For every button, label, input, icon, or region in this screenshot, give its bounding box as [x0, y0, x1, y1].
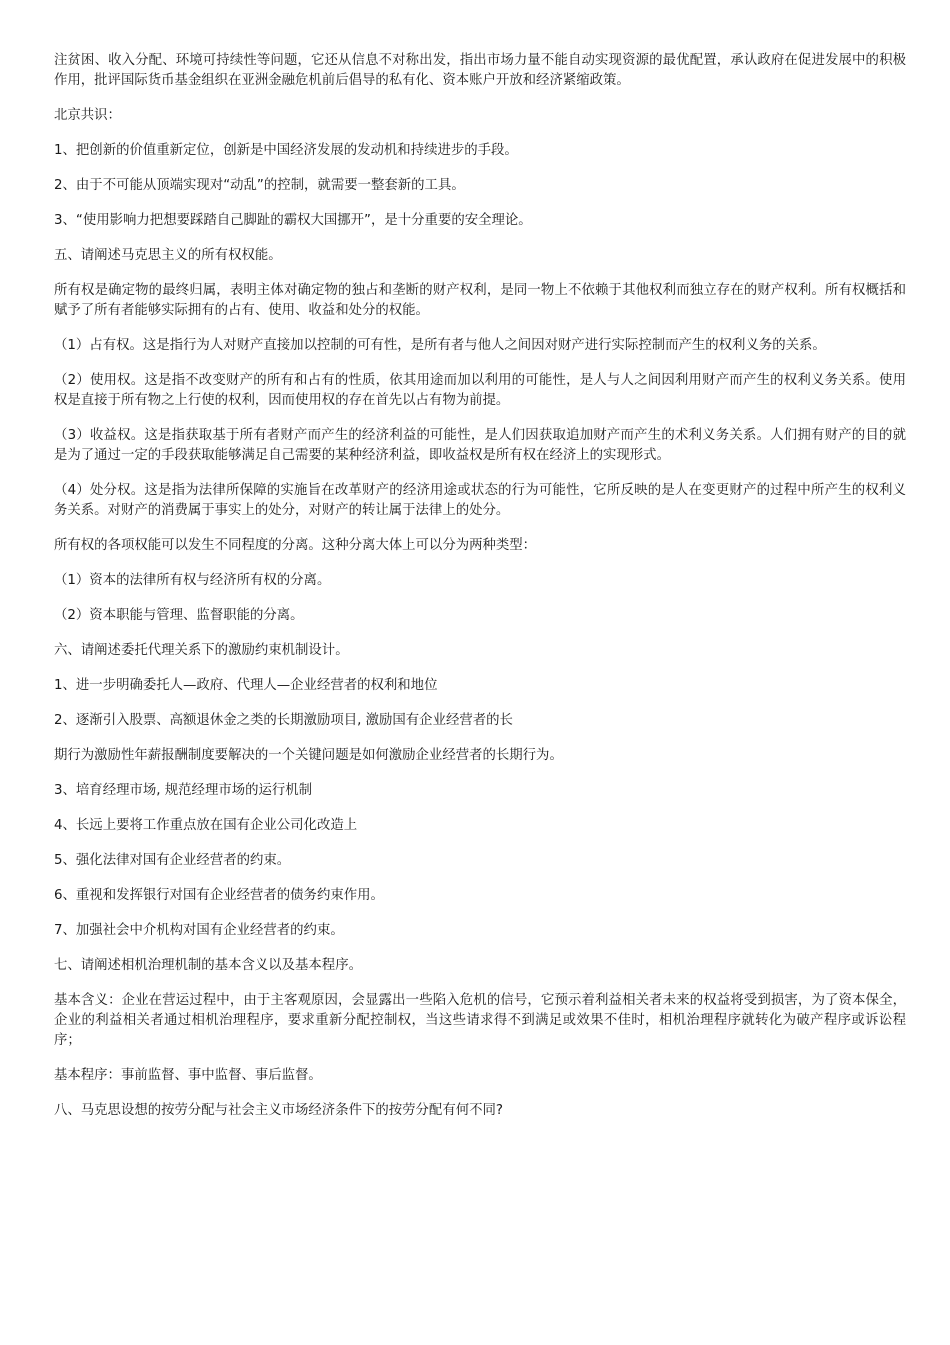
section-heading-6: 六、请阐述委托代理关系下的激励约束机制设计。	[54, 643, 349, 658]
list-item-disposal: （4）处分权。这是指为法律所保障的实施旨在改革财产的经济用途或状态的行为可能性，它所反映的是人在变更财产的过程中所产生的权利义务关系。对财产的消费属于事实上的处分，对财产的转让属于法律上的处分。	[54, 483, 906, 518]
list-item-use: （2）使用权。这是指不改变财产的所有和占有的性质，依其用途而加以利用的可能性，是人与人之间因利用财产而产生的权利义务关系。使用权是直接于所有物之上行使的权利，因而使用权的存在首先以占有物为前提。	[54, 373, 906, 408]
list-item-separation-1: （1）资本的法律所有权与经济所有权的分离。	[54, 573, 331, 588]
list-item-possession: （1）占有权。这是指行为人对财产直接加以控制的可有性，是所有者与他人之间因对财产进行实际控制而产生的权利义务的关系。	[54, 338, 826, 353]
section-heading-7: 七、请阐述相机治理机制的基本含义以及基本程序。	[54, 958, 362, 973]
list-item-incentive-6: 6、重视和发挥银行对国有企业经营者的债务约束作用。	[54, 888, 384, 903]
paragraph-intro-continuation: 注贫困、收入分配、环境可持续性等问题，它还从信息不对称出发，指出市场力量不能自动实现资源的最优配置，承认政府在促进发展中的积极作用，批评国际货币基金组织在亚洲金融危机前后倡导的私有化、资本账户开放和经济紧缩政策。	[54, 53, 906, 88]
list-item-innovation: 1、把创新的价值重新定位，创新是中国经济发展的发动机和持续进步的手段。	[54, 143, 518, 158]
list-item-incentive-4: 4、长远上要将工作重点放在国有企业公司化改造上	[54, 818, 358, 833]
list-item-separation-2: （2）资本职能与管理、监督职能的分离。	[54, 608, 304, 623]
list-item-tools: 2、由于不可能从顶端实现对“动乱”的控制，就需要一整套新的工具。	[54, 178, 465, 193]
paragraph-ownership-definition: 所有权是确定物的最终归属，表明主体对确定物的独占和垄断的财产权利，是同一物上不依赖于其他权利而独立存在的财产权利。所有权概括和赋予了所有者能够实际拥有的占有、使用、收益和处分的权能。	[54, 283, 906, 318]
list-item-incentive-1: 1、进一步明确委托人—政府、代理人—企业经营者的权利和地位	[54, 678, 438, 693]
list-item-incentive-2: 2、逐渐引入股票、高额退休金之类的长期激励项目, 激励国有企业经营者的长	[54, 713, 513, 728]
list-item-incentive-5: 5、强化法律对国有企业经营者的约束。	[54, 853, 291, 868]
list-item-incentive-3: 3、培育经理市场, 规范经理市场的运行机制	[54, 783, 313, 798]
document-body	[54, 51, 906, 1136]
paragraph-incentive-2-continuation: 期行为激励性年薪报酬制度要解决的一个关键问题是如何激励企业经营者的长期行为。	[54, 748, 563, 763]
paragraph-basic-meaning: 基本含义：企业在营运过程中，由于主客观原因，会显露出一些陷入危机的信号，它预示着利益相关者未来的权益将受到损害，为了资本保全，企业的利益相关者通过相机治理程序，要求重新分配控制权，当这些请求得不到满足或效果不佳时，相机治理程序就转化为破产程序或诉讼程序；	[54, 993, 906, 1048]
list-item-income: （3）收益权。这是指获取基于所有者财产而产生的经济利益的可能性，是人们因获取追加财产而产生的术利义务关系。人们拥有财产的目的就是为了通过一定的手段获取能够满足自己需要的某种经济利益，即收益权是所有权在经济上的实现形式。	[54, 428, 906, 463]
list-item-incentive-7: 7、加强社会中介机构对国有企业经营者的约束。	[54, 923, 344, 938]
section-heading-5: 五、请阐述马克思主义的所有权权能。	[54, 248, 282, 263]
paragraph-separation: 所有权的各项权能可以发生不同程度的分离。这种分离大体上可以分为两种类型：	[54, 538, 537, 553]
paragraph-basic-procedure: 基本程序：事前监督、事中监督、事后监督。	[54, 1068, 322, 1083]
paragraph-beijing-consensus-heading: 北京共识：	[54, 108, 121, 123]
section-heading-8: 八、马克思设想的按劳分配与社会主义市场经济条件下的按劳分配有何不同?	[54, 1103, 503, 1118]
list-item-security: 3、“使用影响力把想要踩踏自己脚趾的霸权大国挪开”，是十分重要的安全理论。	[54, 213, 532, 228]
